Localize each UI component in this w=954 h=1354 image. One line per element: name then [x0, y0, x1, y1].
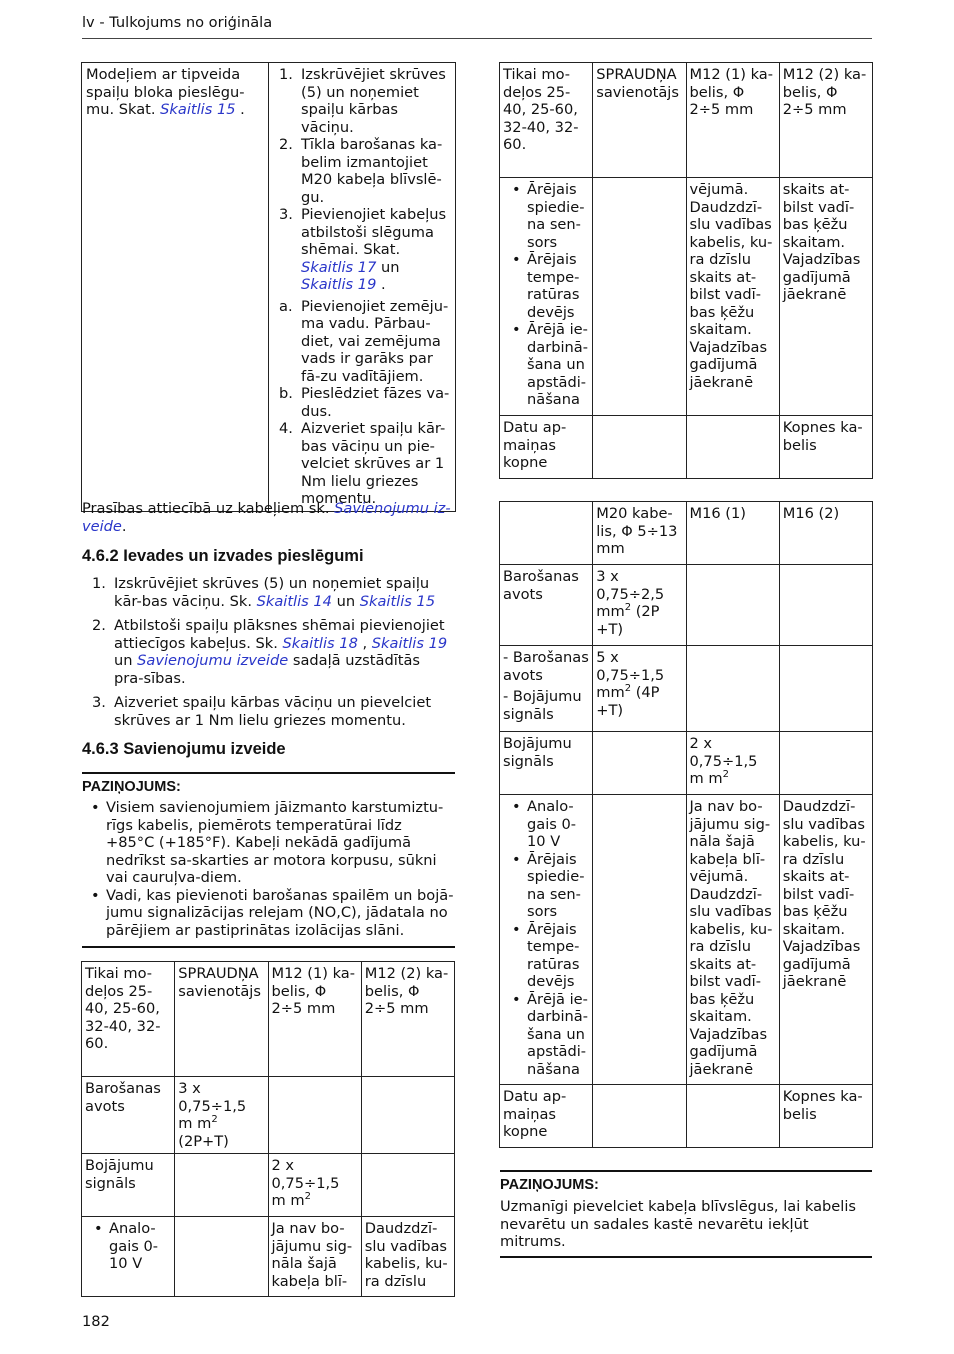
header-cell: Tikai mo-deļos 25-40, 25-60, 32-40, 32-60.: [82, 962, 175, 1077]
section-title-4-6-2: 4.6.2 Ievades un izvades pieslēgumi: [82, 547, 364, 565]
step-1: 1. Izskrūvējiet skrūves (5) un noņemiet spaiļu kārbas vāciņu.: [279, 66, 446, 136]
figure-link[interactable]: Skaitlis 15: [359, 592, 436, 610]
cable-note: skaits at-bilst vadī-bas ķēžu skaitam. Vajadzības gadījumā jāekranē: [779, 178, 872, 416]
row-label: Datu ap-maiņas kopne: [500, 1085, 593, 1148]
row-label: Bojājumu signāls: [500, 732, 593, 795]
cable-note: vējumā. Daudzdzī-slu vadības kabelis, ku-ra dzīslu skaits at-bilst vadī-bas ķēžu skaitam. Vajadzības gadījumā jāekranē: [686, 178, 779, 416]
header-cell: Tikai mo-deļos 25-40, 25-60, 32-40, 32-60.: [500, 63, 593, 178]
cable-note: Daudzdzī-slu vadības kabelis, ku-ra dzīslu skaits at-bilst vadī-bas ķēžu skaitam. Vajadzības gadījumā jāekranē: [779, 795, 872, 1085]
cable-requirements: Prasības attiecībā uz kabeļiem sk. Savienojumu iz-veide.: [82, 500, 451, 535]
cable-spec: 2 x 0,75÷1,5 m $m^2$: [268, 1154, 361, 1217]
header-cell: M16 (2): [779, 502, 872, 565]
header-cell: M12 (1) ka-belis, Φ 2÷5 mm: [686, 63, 779, 178]
io-step-3: 3. Aizveriet spaiļu kārbas vāciņu un pievelciet skrūves ar 1 Nm lielu griezes momentu.: [92, 694, 432, 729]
step-3: 3. Pievienojiet kabeļus atbilstoši slēguma shēmai. Skat. Skaitlis 17 un Skaitlis 19 .: [279, 206, 447, 293]
notice-title: PAZIŅOJUMS:: [500, 1177, 599, 1193]
io-steps-list: [82, 575, 454, 729]
notice-bottom-rule: [82, 946, 455, 948]
row-label: Barošanas avots: [82, 1077, 175, 1154]
step-a: a. Pievienojiet zemēju-ma vadu. Pārbau-diet, vai zemējuma vads ir garāks par fā-zu vadītājiem.: [279, 297, 449, 385]
header-cell: M16 (1): [686, 502, 779, 565]
cable-spec: 2 x 0,75÷1,5 m $m^2$: [686, 732, 779, 795]
steps-cell: [269, 63, 456, 512]
row-label: Bojājumu signāls: [82, 1154, 175, 1217]
figure-link[interactable]: Skaitlis 14: [256, 592, 332, 610]
header-cell: M20 kabe-lis, Φ 5÷13 mm: [593, 502, 686, 565]
cable-spec: 3 x 0,75÷2,5 $mm^2$ (2P +T): [593, 565, 686, 646]
connector-table-right-bottom: [499, 501, 873, 1148]
notice-body: [82, 799, 454, 939]
notice-title: PAZIŅOJUMS:: [82, 779, 181, 795]
cable-note: Daudzdzī-slu vadības kabelis, ku-ra dzīslu: [361, 1217, 454, 1297]
signal-list: • Ārējais spiedie-na sen-sors • Ārējais tempe-ratūras devējs • Ārējā ie-darbinā-šana un apstādi-nāšana: [500, 178, 593, 416]
row-label: Barošanas avots: [500, 565, 593, 646]
cable-note: Kopnes ka-belis: [779, 416, 872, 479]
page-header: lv - Tulkojums no oriģināla: [82, 14, 273, 31]
connections-link[interactable]: Savienojumu iz-veide: [82, 500, 451, 535]
notice-bullet: • Visiem savienojumiem jāizmanto karstumiztu-rīgs kabelis, piemērots temperatūrai līdz +85°C (+185°F). Kabeļi nekādā gadījumā nedrīkst sa-skarties ar motora korpusu, sūkni vai cauruļva-diem.: [106, 799, 454, 887]
row-label: Datu ap-maiņas kopne: [500, 416, 593, 479]
model-cell: Modeļiem ar tipveida spaiļu bloka pieslēgu-mu. Skat. Skaitlis 15 .: [82, 63, 269, 512]
io-step-1: 1. Izskrūvējiet skrūves (5) un noņemiet spaiļu kār-bas vāciņu. Sk. Skaitlis 14 un Skaitlis 15: [92, 575, 436, 610]
notice-bottom-rule: [500, 1256, 872, 1258]
notice-top-rule: [500, 1170, 872, 1172]
header-cell: M12 (1) ka-belis, Φ 2÷5 mm: [268, 962, 361, 1077]
figure-link[interactable]: Skaitlis 19: [371, 634, 448, 652]
connector-table-right-top: [499, 62, 873, 479]
signal-list: • Analo-gais 0-10 V: [82, 1217, 175, 1297]
notice-top-rule: [82, 772, 455, 774]
header-cell: SPRAUDŅA savienotājs: [175, 962, 268, 1077]
figure-link[interactable]: Skaitlis 19: [301, 276, 377, 293]
header-rule: [82, 38, 872, 39]
section-title-4-6-3: 4.6.3 Savienojumu izveide: [82, 740, 286, 758]
step-2: 2. Tīkla barošanas ka-belim izmantojiet M20 kabeļa blīvslē-gu.: [279, 136, 443, 206]
header-cell: M12 (2) ka-belis, Φ 2÷5 mm: [779, 63, 872, 178]
install-steps-table: [81, 62, 456, 512]
figure-link[interactable]: Skaitlis 17: [301, 258, 377, 276]
row-label: - Barošanas avots - Bojājumu signāls: [500, 646, 593, 732]
io-step-2: 2. Atbilstoši spaiļu plāksnes shēmai pievienojiet attiecīgos kabeļus. Sk. Skaitlis 18 , Skaitlis 19 un Savienojumu izveide sadaļā uzstādītās pra-sības.: [92, 617, 448, 687]
cable-note: Ja nav bo-jājumu sig-nāla šajā kabeļa blī-: [268, 1217, 361, 1297]
signal-list: • Analo-gais 0-10 V • Ārējais spiedie-na sen-sors • Ārējais tempe-ratūras devējs • Ārējā ie-darbinā-šana un apstādi-nāšana: [500, 795, 593, 1085]
cable-spec: 3 x 0,75÷1,5 m $m^2$ (2P+T): [175, 1077, 268, 1154]
notice-bullet: • Vadi, kas pievienoti barošanas spailēm un bojā-jumu signalizācijas relejam (NO,C), jādatala no pārējiem ar pastiprinātas izolācijas slāni.: [106, 887, 454, 940]
notice-text: Uzmanīgi pievelciet kabeļa blīvslēgus, lai kabelis nevarētu un sadales kastē nevarētu iekļūt mitrums.: [500, 1198, 856, 1250]
header-cell: SPRAUDŅA savienotājs: [593, 63, 686, 178]
header-cell: M12 (2) ka-belis, Φ 2÷5 mm: [361, 962, 454, 1077]
cable-note: Kopnes ka-belis: [779, 1085, 872, 1148]
figure-link[interactable]: Skaitlis 18: [282, 634, 358, 652]
page-number: 182: [82, 1313, 110, 1330]
cable-spec: 5 x 0,75÷1,5 $mm^2$ (4P +T): [593, 646, 686, 732]
figure-link[interactable]: Skaitlis 15: [160, 101, 236, 118]
connector-table-left: [81, 961, 455, 1297]
step-4: 4. Aizveriet spaiļu kār-bas vāciņu un pie-velciet skrūves ar 1 Nm lielu griezes momentu.: [279, 420, 446, 507]
cable-note: Ja nav bo-jājumu sig-nāla šajā kabeļa blī-vējumā. Daudzdzī-slu vadības kabelis, ku-ra dzīslu skaits at-bilst vadī-bas ķēžu skaitam. Vajadzības gadījumā jāekranē: [686, 795, 779, 1085]
step-b: b. Pieslēdziet fāzes va-dus.: [279, 385, 450, 420]
connections-link[interactable]: Savienojumu izveide: [137, 652, 289, 669]
